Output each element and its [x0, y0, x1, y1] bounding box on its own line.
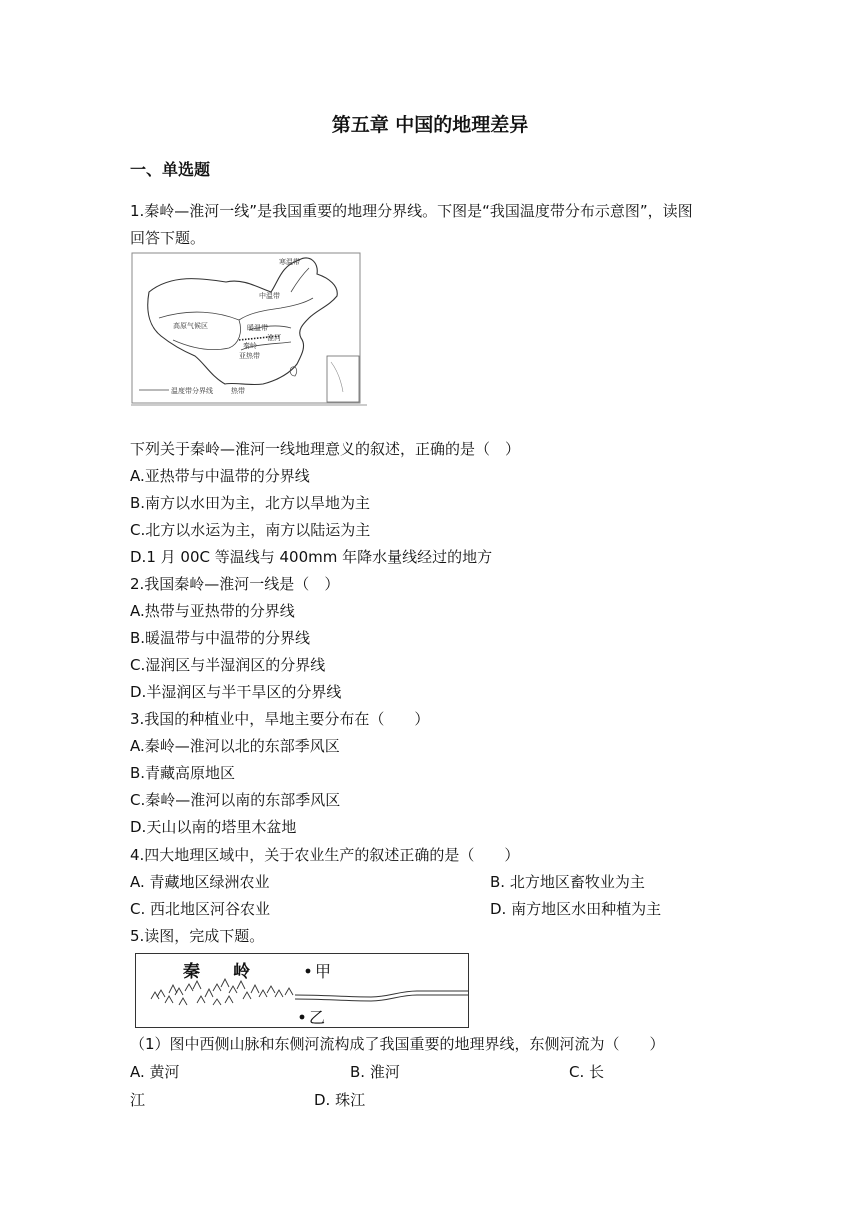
q5-option-c: C. 长 — [569, 1063, 605, 1081]
map-label-warm-zone: 暖温带 — [247, 324, 268, 332]
map-label-qinling: 秦岭 — [243, 342, 257, 350]
q4-option-a: A. 青藏地区绿洲农业 — [130, 873, 270, 891]
q3-option-c: C.秦岭—淮河以南的东部季风区 — [130, 791, 341, 809]
q3-option-d: D.天山以南的塔里木盆地 — [130, 818, 297, 836]
q1-stem-line1: 1.秦岭—淮河一线”是我国重要的地理分界线。下图是“我国温度带分布示意图”，读图 — [130, 202, 693, 220]
q5-option-c-continued: 江 — [130, 1091, 146, 1109]
q4-option-b: B. 北方地区畜牧业为主 — [490, 873, 645, 891]
q4-stem: 4.四大地理区域中，关于农业生产的叙述正确的是（ ） — [130, 846, 520, 864]
q1-option-d: D.1 月 00C 等温线与 400mm 年降水量线经过的地方 — [130, 548, 493, 566]
q2-option-c: C.湿润区与半湿润区的分界线 — [130, 656, 326, 674]
figure-label-jia: 甲 — [315, 962, 332, 981]
q1-stem-line2: 回答下题。 — [130, 229, 206, 247]
q5-sub1-stem: （1）图中西侧山脉和东侧河流构成了我国重要的地理界线，东侧河流为（ ） — [130, 1035, 665, 1053]
page-title: 第五章 中国的地理差异 — [331, 114, 529, 136]
map-label-tropic-zone: 热带 — [231, 387, 245, 395]
map-legend-label: 温度带分界线 — [171, 387, 213, 395]
q2-option-b: B.暖温带与中温带的分界线 — [130, 629, 311, 647]
map-label-subtropic-zone: 亚热带 — [239, 352, 260, 360]
point-yi-marker — [300, 1015, 305, 1020]
china-temperature-zone-map — [131, 252, 367, 408]
q4-option-d: D. 南方地区水田种植为主 — [490, 900, 662, 918]
figure-label-qin: 秦 — [183, 962, 200, 982]
q1-option-b: B.南方以水田为主，北方以旱地为主 — [130, 494, 371, 512]
point-jia-marker — [306, 969, 311, 974]
q5-option-b: B. 淮河 — [350, 1063, 400, 1081]
map-label-cold-zone: 寒温带 — [279, 258, 300, 266]
q5-option-d: D. 珠江 — [314, 1091, 366, 1109]
map-label-mid-zone: 中温带 — [259, 292, 280, 300]
q3-option-a: A.秦岭—淮河以北的东部季风区 — [130, 737, 340, 755]
q5-option-a: A. 黄河 — [130, 1063, 180, 1081]
q3-option-b: B.青藏高原地区 — [130, 764, 236, 782]
q2-option-d: D.半湿润区与半干旱区的分界线 — [130, 683, 342, 701]
q1-question: 下列关于秦岭—淮河一线地理意义的叙述，正确的是（ ） — [130, 440, 521, 458]
section-heading: 一、单选题 — [130, 160, 211, 179]
qinling-river-figure — [135, 953, 469, 1028]
q3-stem: 3.我国的种植业中，旱地主要分布在（ ） — [130, 710, 430, 728]
q1-option-a: A.亚热带与中温带的分界线 — [130, 467, 310, 485]
q2-stem: 2.我国秦岭—淮河一线是（ ） — [130, 575, 340, 593]
q1-option-c: C.北方以水运为主，南方以陆运为主 — [130, 521, 371, 539]
map-label-huaihe: 淮河 — [267, 334, 281, 342]
figure-label-yi: 乙 — [309, 1008, 326, 1027]
map-label-plateau-zone: 高原气候区 — [173, 322, 208, 330]
figure-label-ling: 岭 — [233, 962, 250, 982]
q5-stem: 5.读图，完成下题。 — [130, 927, 265, 945]
q2-option-a: A.热带与亚热带的分界线 — [130, 602, 295, 620]
q4-option-c: C. 西北地区河谷农业 — [130, 900, 271, 918]
